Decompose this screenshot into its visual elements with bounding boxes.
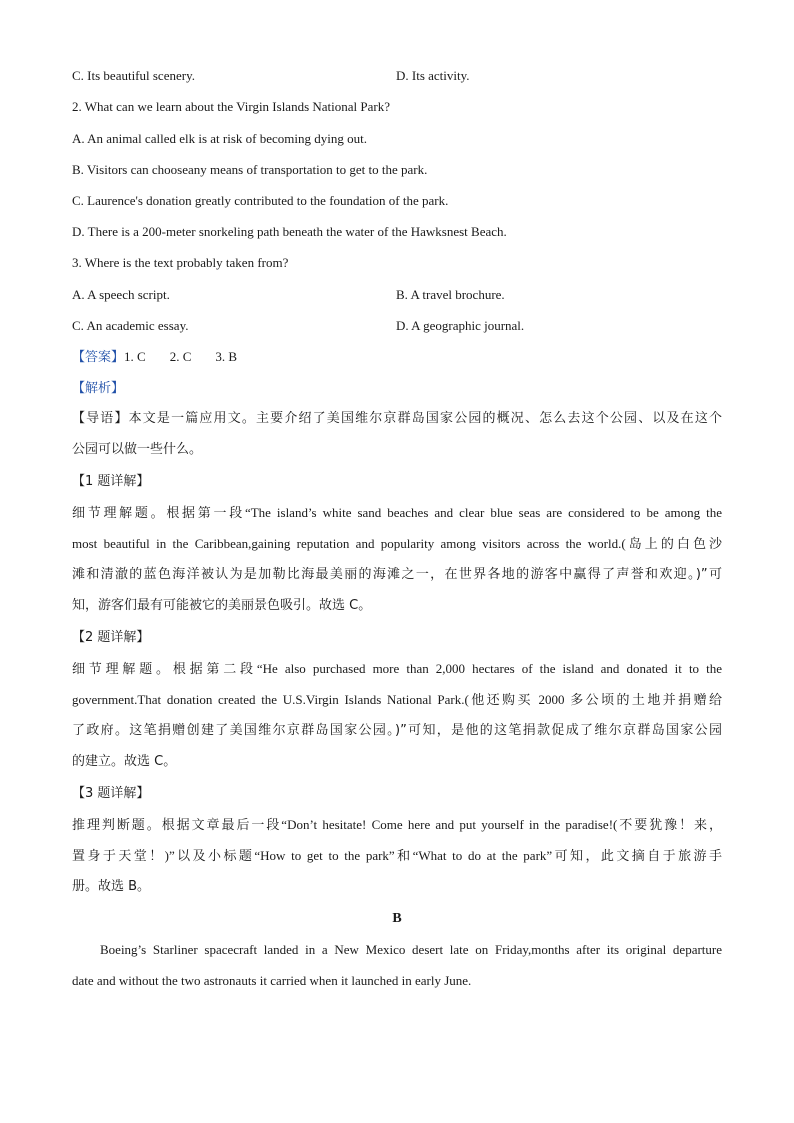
- guide-line-2: 公园可以做一些什么。: [72, 442, 203, 457]
- detail1-line-3: 滩和清澈的蓝色海洋被认为是加勒比海最美丽的海滩之一，在世界各地的游客中赢得了声誉和欢迎。)”可: [72, 567, 722, 582]
- q3-option-a: A. A speech script.: [72, 287, 170, 302]
- section-b-title: B: [392, 911, 402, 926]
- answer-tag: 【答案】: [72, 350, 125, 365]
- detail2-heading: 【2 题详解】: [72, 630, 150, 645]
- q3-option-d: D. A geographic journal.: [396, 318, 525, 333]
- answer-item-1: 1. C: [124, 349, 146, 364]
- guide-line-1: 【导语】本文是一篇应用文。主要介绍了美国维尔京群岛国家公园的概况、怎么去这个公园、以及在这个: [72, 411, 722, 426]
- detail3-line-3: 册。故选 B。: [72, 879, 151, 894]
- detail2-line-1: 细节理解题。根据第二段“He also purchased more than 2,000 hectares of the island and donated it to the: [72, 661, 722, 676]
- detail3-heading: 【3 题详解】: [72, 786, 150, 801]
- detail2-line-2: government.That donation created the U.S.Virgin Islands National Park.(他还购买 2000 多公顷的土地并捐赠给: [72, 692, 722, 707]
- q2-option-c: C. Laurence's donation greatly contributed to the foundation of the park.: [72, 193, 449, 208]
- detail1-line-1: 细节理解题。根据第一段“The island’s white sand beaches and clear blue seas are considered to be among the: [72, 505, 722, 520]
- q3-stem: 3. Where is the text probably taken from?: [72, 255, 289, 270]
- q2-option-a: A. An animal called elk is at risk of becoming dying out.: [72, 131, 367, 146]
- q1-option-d: D. Its activity.: [396, 68, 470, 83]
- detail1-heading: 【1 题详解】: [72, 474, 150, 489]
- detail2-line-4: 的建立。故选 C。: [72, 754, 177, 769]
- q2-option-d: D. There is a 200-meter snorkeling path beneath the water of the Hawksnest Beach.: [72, 224, 507, 239]
- detail3-line-2: 置身于天堂！)”以及小标题“How to get to the park”和“What to do at the park”可知，此文摘自于旅游手: [72, 848, 722, 863]
- answer-line: [72, 349, 722, 366]
- q2-stem: 2. What can we learn about the Virgin Islands National Park?: [72, 99, 390, 114]
- q3-option-b: B. A travel brochure.: [396, 287, 505, 302]
- q1-option-c: C. Its beautiful scenery.: [72, 68, 195, 83]
- detail1-line-2: most beautiful in the Caribbean,gaining reputation and popularity among visitors across the world.(岛上的白色沙: [72, 536, 722, 551]
- analysis-label: 【解析】: [72, 381, 125, 396]
- detail3-line-1: 推理判断题。根据文章最后一段“Don’t hesitate! Come here and put yourself in the paradise!(不要犹豫！来，: [72, 817, 722, 832]
- section-b-line-2: date and without the two astronauts it carried when it launched in early June.: [72, 973, 472, 988]
- detail1-line-4: 知，游客们最有可能被它的美丽景色吸引。故选 C。: [72, 598, 372, 613]
- q2-option-b: B. Visitors can chooseany means of transportation to get to the park.: [72, 162, 428, 177]
- answer-item-3: 3. B: [215, 349, 238, 364]
- detail2-line-3: 了政府。这笔捐赠创建了美国维尔京群岛国家公园。)”可知，是他的这笔捐款促成了维尔京群岛国家公园: [72, 723, 722, 738]
- answer-item-2: 2. C: [169, 349, 192, 364]
- q3-option-c: C. An academic essay.: [72, 318, 189, 333]
- analysis-tag: [72, 380, 722, 397]
- section-b-line-1: Boeing’s Starliner spacecraft landed in a New Mexico desert late on Friday,months after its original departure: [100, 942, 722, 957]
